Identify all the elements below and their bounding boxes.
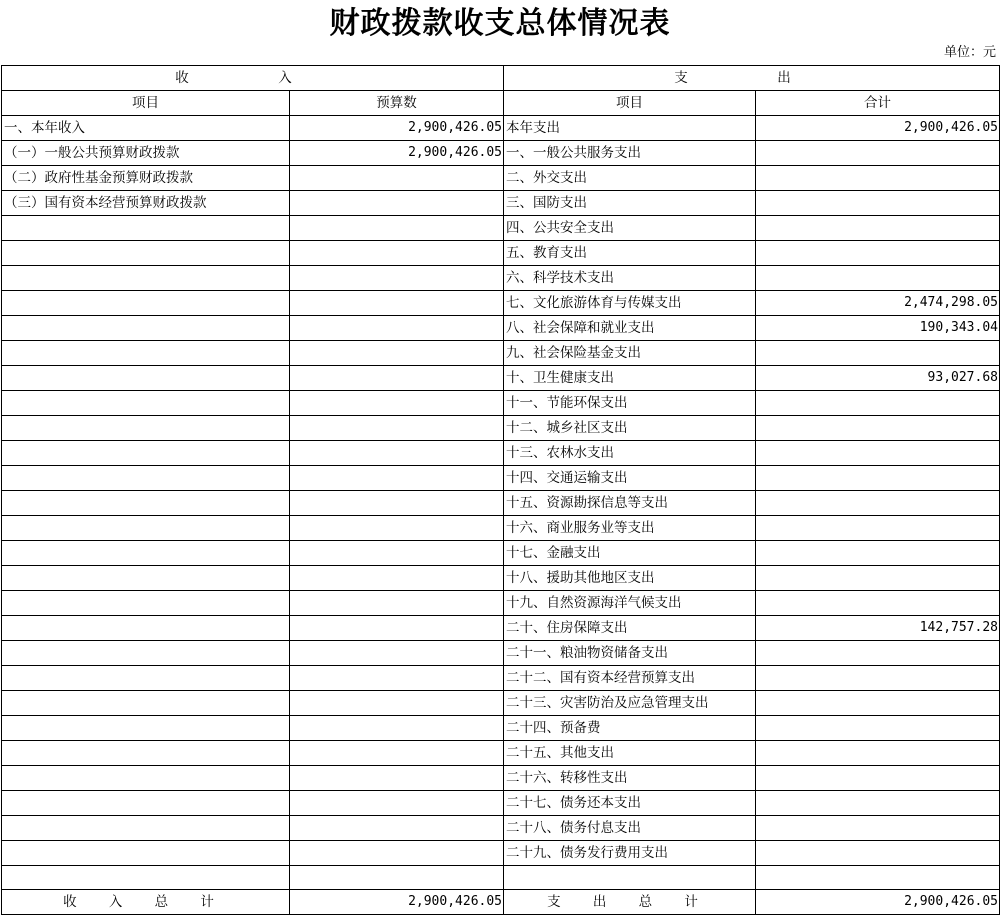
expense-item-cell: 二十五、其他支出: [504, 741, 756, 766]
table-row: [2, 641, 1000, 666]
totals-row: [2, 890, 1000, 915]
income-value-cell: [290, 291, 504, 316]
income-item-cell: [2, 791, 290, 816]
column-header-row: [2, 91, 1000, 116]
expense-value-cell: [756, 591, 1000, 616]
income-item-cell: 一、本年收入: [2, 116, 290, 141]
income-item-cell: [2, 616, 290, 641]
expense-value-cell: [756, 391, 1000, 416]
income-item-cell: [2, 391, 290, 416]
income-item-cell: [2, 341, 290, 366]
table-row: [2, 241, 1000, 266]
expense-item-cell: 二十一、粮油物资储备支出: [504, 641, 756, 666]
income-item-cell: [2, 866, 290, 890]
expense-value-cell: [756, 566, 1000, 591]
income-value-cell: [290, 541, 504, 566]
expense-item-cell: 二十、住房保障支出: [504, 616, 756, 641]
income-item-cell: [2, 566, 290, 591]
income-value-cell: [290, 316, 504, 341]
expense-value-cell: [756, 191, 1000, 216]
income-value-cell: [290, 441, 504, 466]
income-item-cell: [2, 366, 290, 391]
col-item2-header: 项目: [504, 91, 756, 116]
expense-item-cell: 二十三、灾害防治及应急管理支出: [504, 691, 756, 716]
income-item-cell: [2, 416, 290, 441]
expense-value-cell: 2,900,426.05: [756, 116, 1000, 141]
expense-item-cell: 二十九、债务发行费用支出: [504, 841, 756, 866]
table-row: [2, 416, 1000, 441]
expense-value-cell: 2,474,298.05: [756, 291, 1000, 316]
expense-item-cell: 四、公共安全支出: [504, 216, 756, 241]
table-row: [2, 166, 1000, 191]
col-total-header: 合计: [756, 91, 1000, 116]
income-item-cell: [2, 241, 290, 266]
table-row: [2, 516, 1000, 541]
income-value-cell: [290, 816, 504, 841]
expense-item-cell: 十六、商业服务业等支出: [504, 516, 756, 541]
expense-item-cell: 十八、援助其他地区支出: [504, 566, 756, 591]
expense-item-cell: 十、卫生健康支出: [504, 366, 756, 391]
expense-item-cell: 二、外交支出: [504, 166, 756, 191]
income-value-cell: [290, 216, 504, 241]
income-item-cell: [2, 516, 290, 541]
expense-item-cell: 二十六、转移性支出: [504, 766, 756, 791]
income-item-cell: [2, 666, 290, 691]
table-row: [2, 866, 1000, 890]
expense-header: 支 出: [504, 66, 1000, 91]
income-item-cell: [2, 466, 290, 491]
expense-value-cell: 142,757.28: [756, 616, 1000, 641]
expense-value-cell: [756, 691, 1000, 716]
income-value-cell: [290, 466, 504, 491]
table-row: [2, 816, 1000, 841]
budget-table: [1, 65, 1000, 915]
expense-value-cell: [756, 791, 1000, 816]
table-row: [2, 841, 1000, 866]
table-row: [2, 141, 1000, 166]
income-item-cell: [2, 291, 290, 316]
expense-value-cell: [756, 841, 1000, 866]
expense-item-cell: 十七、金融支出: [504, 541, 756, 566]
page-title: 财政拨款收支总体情况表: [329, 6, 671, 41]
table-row: [2, 716, 1000, 741]
table-row: [2, 491, 1000, 516]
table-row: [2, 291, 1000, 316]
income-value-cell: 2,900,426.05: [290, 116, 504, 141]
expense-value-cell: [756, 666, 1000, 691]
income-item-cell: [2, 691, 290, 716]
income-value-cell: 2,900,426.05: [290, 141, 504, 166]
expense-value-cell: [756, 516, 1000, 541]
income-total-label: 收 入 总 计: [2, 890, 290, 915]
income-item-cell: [2, 216, 290, 241]
table-row: [2, 191, 1000, 216]
expense-value-cell: [756, 466, 1000, 491]
income-item-cell: [2, 541, 290, 566]
income-value-cell: [290, 341, 504, 366]
col-budget-header: 预算数: [290, 91, 504, 116]
income-value-cell: [290, 766, 504, 791]
expense-value-cell: [756, 491, 1000, 516]
table-row: [2, 666, 1000, 691]
expense-value-cell: [756, 766, 1000, 791]
col-item-header: 项目: [2, 91, 290, 116]
income-item-cell: [2, 491, 290, 516]
table-row: [2, 591, 1000, 616]
income-value-cell: [290, 391, 504, 416]
unit-label: 单位：元: [943, 45, 996, 60]
income-value-cell: [290, 791, 504, 816]
expense-item-cell: 二十二、国有资本经营预算支出: [504, 666, 756, 691]
income-value-cell: [290, 416, 504, 441]
income-value-cell: [290, 491, 504, 516]
expense-value-cell: 93,027.68: [756, 366, 1000, 391]
income-item-cell: [2, 766, 290, 791]
expense-value-cell: [756, 866, 1000, 890]
expense-item-cell: 九、社会保险基金支出: [504, 341, 756, 366]
expense-item-cell: [504, 866, 756, 890]
table-row: [2, 691, 1000, 716]
income-value-cell: [290, 691, 504, 716]
income-item-cell: [2, 441, 290, 466]
table-row: [2, 116, 1000, 141]
expense-item-cell: 六、科学技术支出: [504, 266, 756, 291]
expense-item-cell: 七、文化旅游体育与传媒支出: [504, 291, 756, 316]
income-value-cell: [290, 241, 504, 266]
table-row: [2, 616, 1000, 641]
expense-item-cell: 二十四、预备费: [504, 716, 756, 741]
income-value-cell: [290, 166, 504, 191]
expense-item-cell: 十一、节能环保支出: [504, 391, 756, 416]
expense-value-cell: [756, 166, 1000, 191]
income-item-cell: [2, 641, 290, 666]
expense-value-cell: [756, 416, 1000, 441]
table-row: [2, 466, 1000, 491]
income-item-cell: （一）一般公共预算财政拨款: [2, 141, 290, 166]
table-row: [2, 741, 1000, 766]
table-row: [2, 266, 1000, 291]
income-item-cell: [2, 316, 290, 341]
expense-value-cell: [756, 341, 1000, 366]
expense-item-cell: 二十八、债务付息支出: [504, 816, 756, 841]
income-total-value: 2,900,426.05: [290, 890, 504, 915]
income-item-cell: [2, 716, 290, 741]
expense-value-cell: [756, 241, 1000, 266]
table-row: [2, 791, 1000, 816]
table-row: [2, 391, 1000, 416]
income-value-cell: [290, 566, 504, 591]
expense-value-cell: [756, 641, 1000, 666]
income-value-cell: [290, 191, 504, 216]
income-value-cell: [290, 716, 504, 741]
income-item-cell: [2, 741, 290, 766]
income-value-cell: [290, 741, 504, 766]
expense-value-cell: [756, 141, 1000, 166]
income-item-cell: [2, 816, 290, 841]
expense-value-cell: 190,343.04: [756, 316, 1000, 341]
expense-value-cell: [756, 816, 1000, 841]
income-value-cell: [290, 841, 504, 866]
table-row: [2, 766, 1000, 791]
expense-value-cell: [756, 716, 1000, 741]
expense-value-cell: [756, 741, 1000, 766]
expense-item-cell: 二十七、债务还本支出: [504, 791, 756, 816]
expense-item-cell: 十四、交通运输支出: [504, 466, 756, 491]
table-row: [2, 366, 1000, 391]
income-value-cell: [290, 641, 504, 666]
expense-item-cell: 十二、城乡社区支出: [504, 416, 756, 441]
income-item-cell: [2, 841, 290, 866]
expense-item-cell: 本年支出: [504, 116, 756, 141]
table-row: [2, 441, 1000, 466]
expense-value-cell: [756, 441, 1000, 466]
income-value-cell: [290, 616, 504, 641]
expense-item-cell: 八、社会保障和就业支出: [504, 316, 756, 341]
section-header-row: [2, 66, 1000, 91]
income-value-cell: [290, 666, 504, 691]
table-row: [2, 216, 1000, 241]
income-value-cell: [290, 516, 504, 541]
expense-total-value: 2,900,426.05: [756, 890, 1000, 915]
income-header: 收 入: [2, 66, 504, 91]
expense-item-cell: 十九、自然资源海洋气候支出: [504, 591, 756, 616]
expense-value-cell: [756, 541, 1000, 566]
income-item-cell: [2, 266, 290, 291]
income-item-cell: （三）国有资本经营预算财政拨款: [2, 191, 290, 216]
table-row: [2, 341, 1000, 366]
expense-item-cell: 三、国防支出: [504, 191, 756, 216]
expense-item-cell: 十三、农林水支出: [504, 441, 756, 466]
income-value-cell: [290, 866, 504, 890]
expense-item-cell: 十五、资源勘探信息等支出: [504, 491, 756, 516]
expense-item-cell: 一、一般公共服务支出: [504, 141, 756, 166]
income-item-cell: [2, 591, 290, 616]
expense-value-cell: [756, 266, 1000, 291]
income-value-cell: [290, 591, 504, 616]
table-row: [2, 541, 1000, 566]
expense-total-label: 支 出 总 计: [504, 890, 756, 915]
income-value-cell: [290, 366, 504, 391]
expense-value-cell: [756, 216, 1000, 241]
table-row: [2, 566, 1000, 591]
income-value-cell: [290, 266, 504, 291]
table-row: [2, 316, 1000, 341]
income-item-cell: （二）政府性基金预算财政拨款: [2, 166, 290, 191]
expense-item-cell: 五、教育支出: [504, 241, 756, 266]
